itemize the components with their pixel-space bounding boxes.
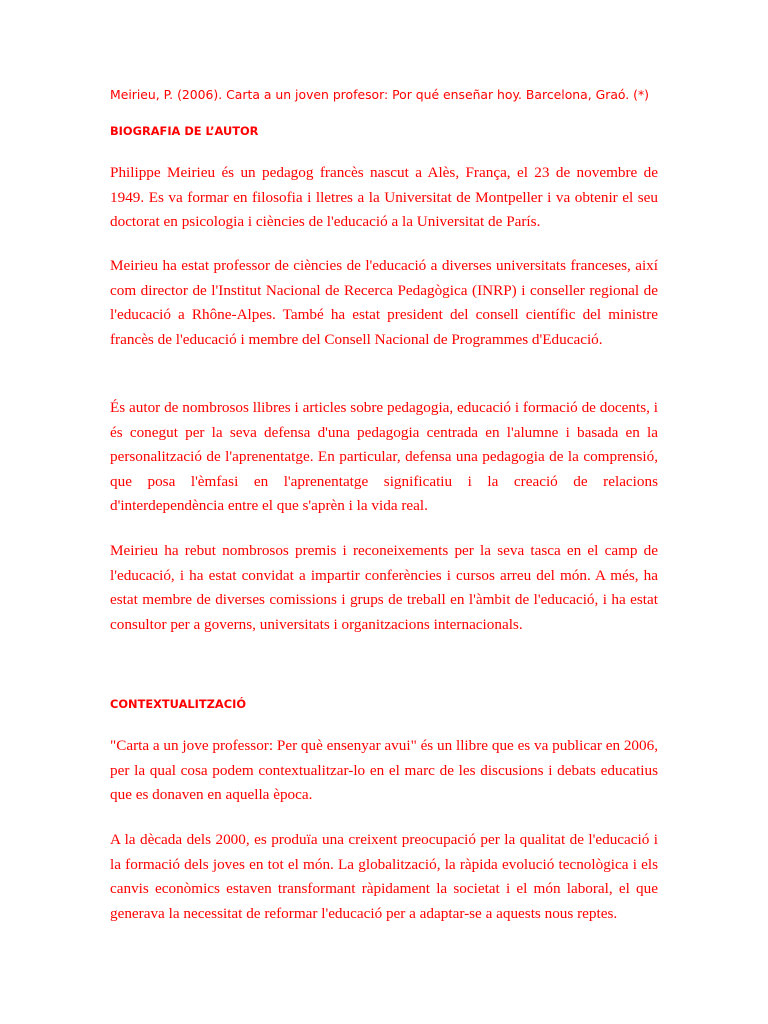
citation: Meirieu, P. (2006). Carta a un joven profesor: Por qué enseñar hoy. Barcelona, Graó. (*) xyxy=(110,87,650,102)
section-heading-biografia: BIOGRAFIA DE L’AUTOR xyxy=(110,124,259,138)
paragraph-context-2: A la dècada dels 2000, es produïa una creixent preocupació per la qualitat de l'educació i la formació dels joves en tot el món. La globalització, la ràpida evolució tecnològica i els canvis econòmics estaven transformant ràpidament la societat i el món laboral, el que generava la necessitat de reformar l'educació per a adaptar-se a aquests nous reptes. xyxy=(110,831,658,922)
section-heading-contextualitzacio: CONTEXTUALITZACIÓ xyxy=(110,697,247,711)
paragraph-bio-1: Philippe Meirieu és un pedagog francès nascut a Alès, França, el 23 de novembre de 1949. Es va formar en filosofia i lletres a la Universitat de Montpeller i va obtenir el seu doctorat en psicologia i ciències de l'educació a la Universitat de París. xyxy=(110,164,658,230)
paragraph-context-1: "Carta a un jove professor: Per què ensenyar avui" és un llibre que es va publicar en 2006, per la qual cosa podem contextualitzar-lo en el marc de les discusions i debats educatius que es donaven en aquella època. xyxy=(110,737,659,803)
paragraph-bio-2: Meirieu ha estat professor de ciències de l'educació a diverses universitats franceses, així com director de l'Institut Nacional de Recerca Pedagògica (INRP) i conseller regional de l'educació a Rhône-Alpes. També ha estat president del consell científic del ministre francès de l'educació i membre del Consell Nacional de Programmes d'Educació. xyxy=(110,257,658,348)
paragraph-bio-4: Meirieu ha rebut nombrosos premis i reconeixements per la seva tasca en el camp de l'educació, i ha estat convidat a impartir conferències i cursos arreu del món. A més, ha estat membre de diverses comissions i grups de treball en l'àmbit de l'educació, i ha estat consultor per a governs, universitats i organitzacions internacionals. xyxy=(110,542,658,633)
paragraph-bio-3: És autor de nombrosos llibres i articles sobre pedagogia, educació i formació de docents, i és conegut per la seva defensa d'una pedagogia centrada en l'alumne i basada en la personalització de l'aprenentatge. En particular, defensa una pedagogia de la comprensió, que posa l'èmfasi en l'aprenentatge significatiu i la creació de relacions d'interdependència entre el que s'aprèn i la vida real. xyxy=(110,399,658,514)
